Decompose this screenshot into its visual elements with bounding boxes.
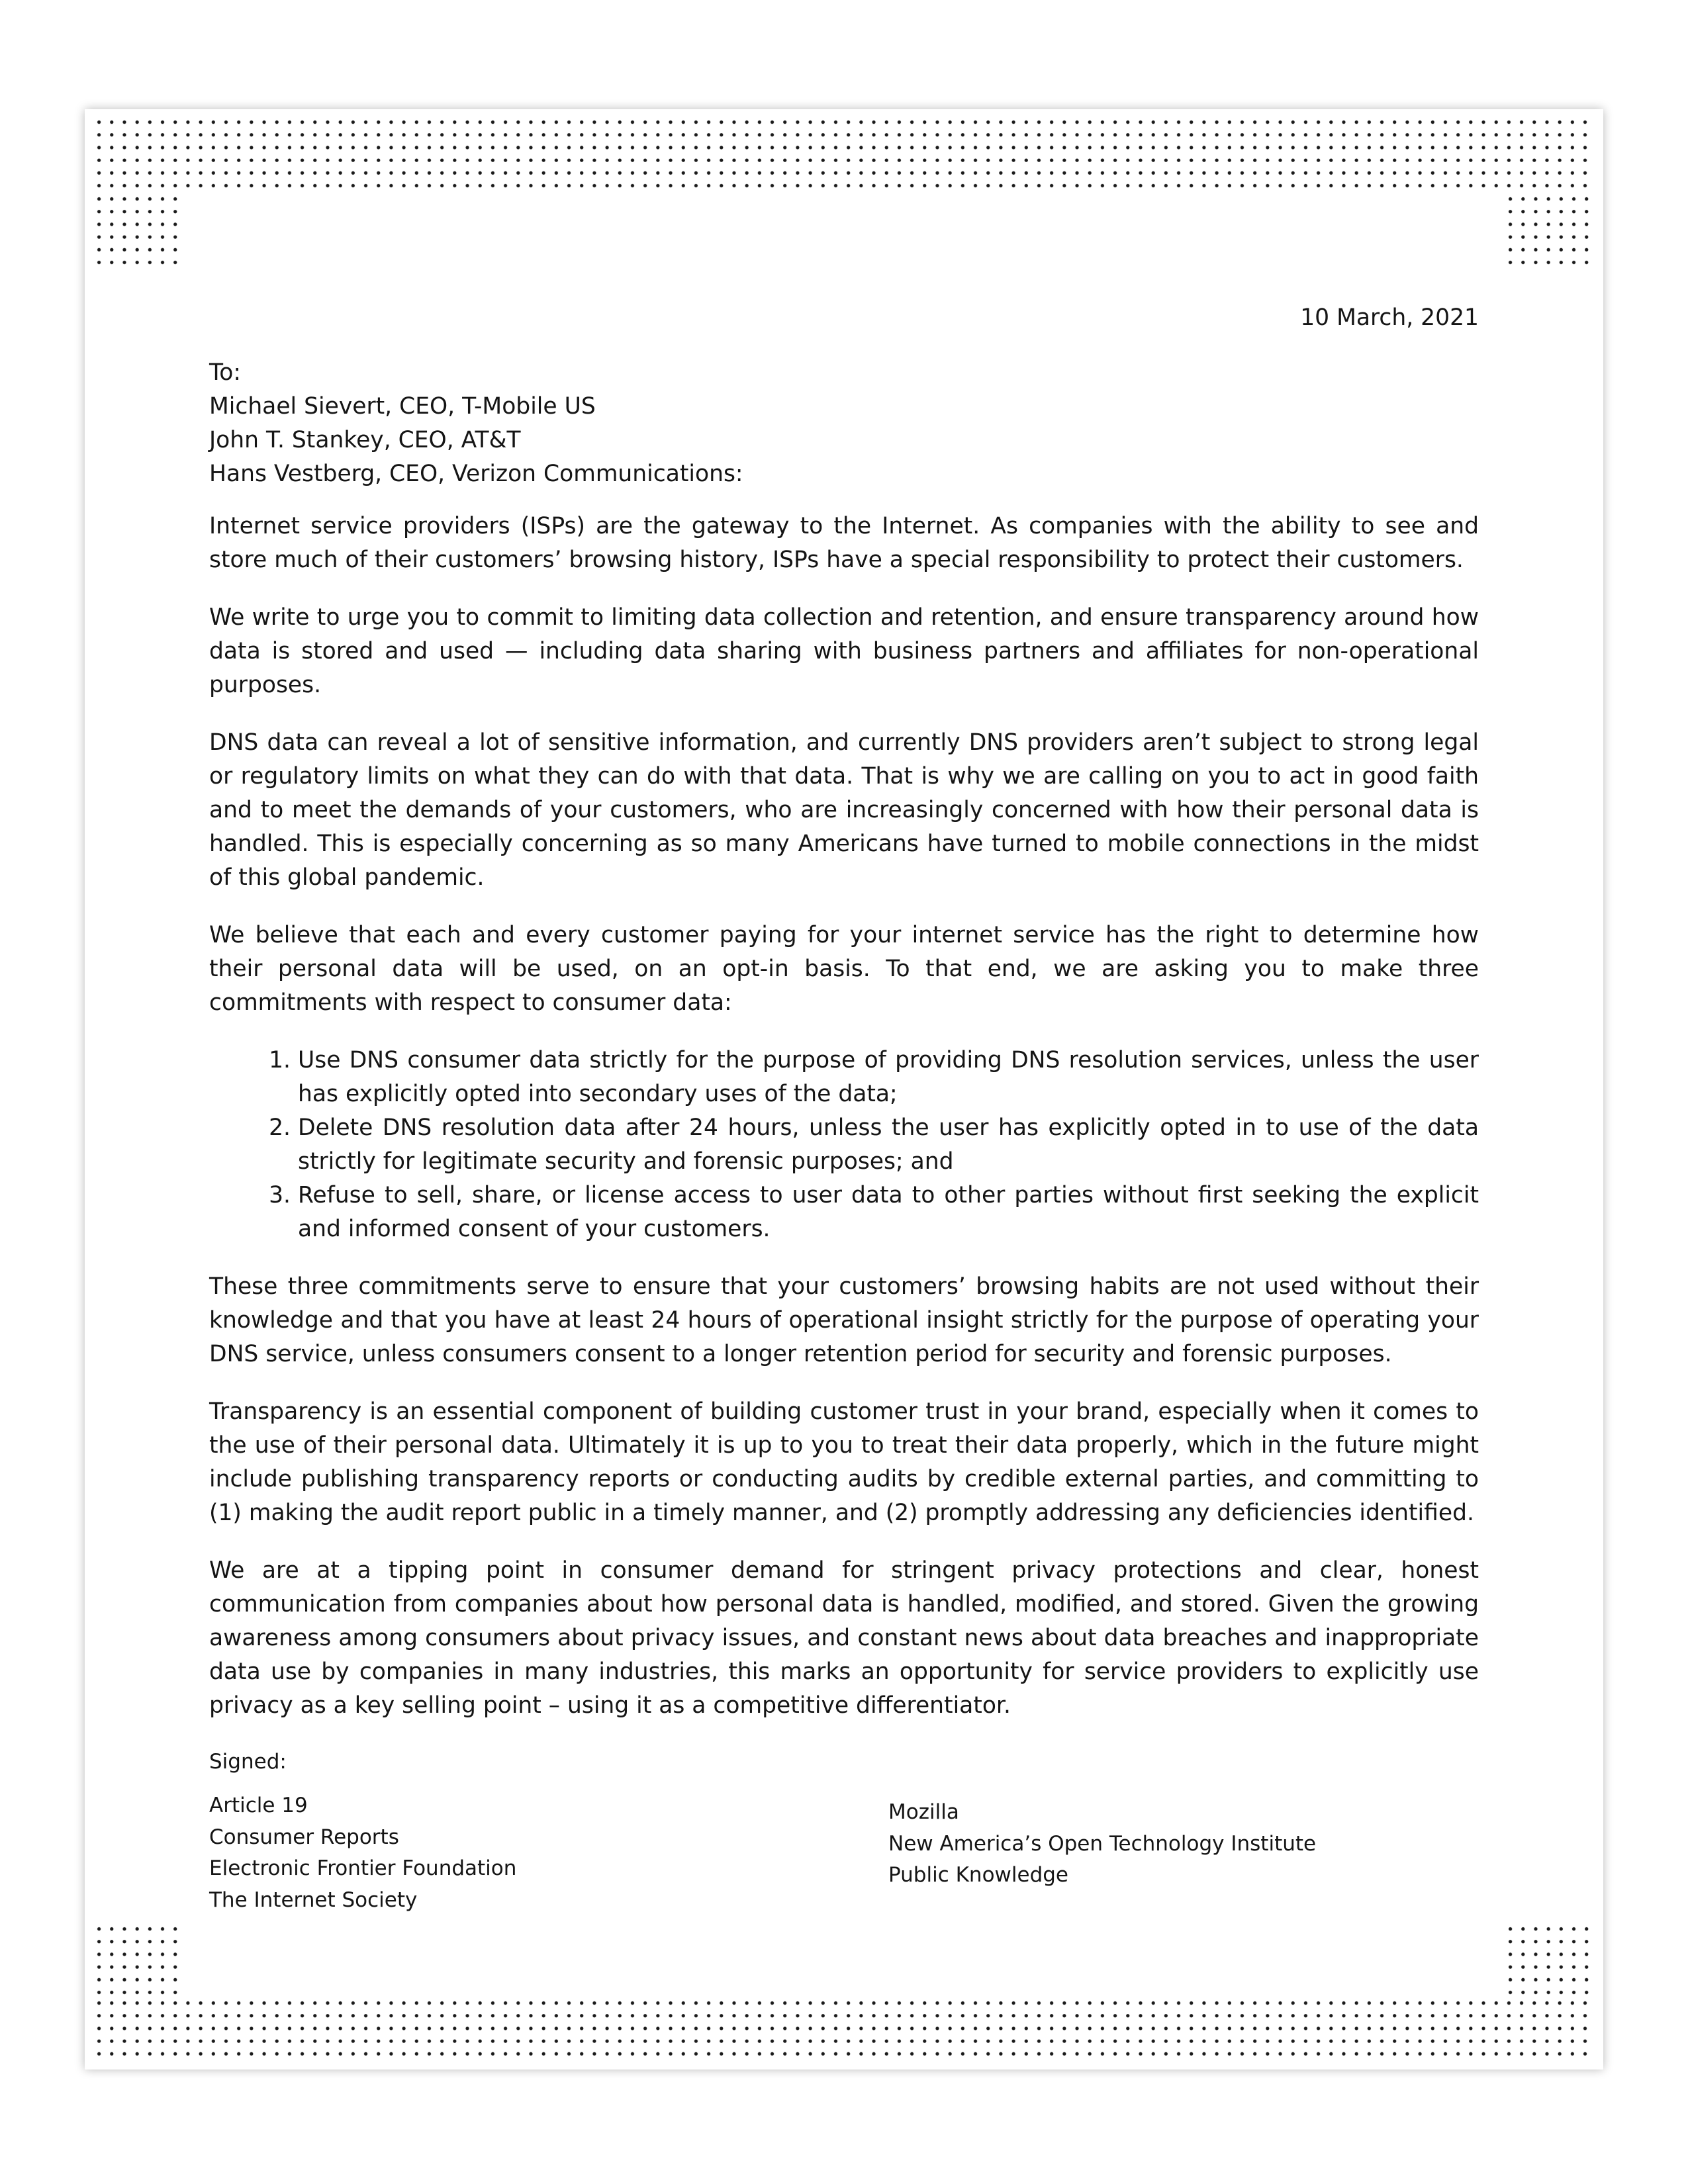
signed-label: Signed: <box>209 1750 287 1774</box>
recipient-line: To: <box>209 359 241 386</box>
recipient-block <box>209 356 1479 491</box>
signatory: The Internet Society <box>209 1888 418 1912</box>
signatory: Mozilla <box>888 1800 959 1824</box>
paragraph: We are at a tipping point in consumer demand for stringent privacy protections and clear, honest communication from companies about how personal data is handled, modified, and stored. Given the growing awareness among consumers about privacy issues, and constant news about data breaches and inappropriate data use by companies in many industries, this marks an opportunity for service providers to explicitly use privacy as a key selling point – using it as a competitive differentiator. <box>209 1557 1479 1719</box>
recipient-line: Michael Sievert, CEO, T-Mobile US <box>209 393 596 420</box>
signatories-right-column <box>888 1797 1316 1891</box>
dot-pattern-top-left <box>93 193 183 269</box>
recipient-line: John T. Stankey, CEO, AT&T <box>209 427 521 453</box>
signatory: New America’s Open Technology Institute <box>888 1831 1317 1856</box>
paragraph: We believe that each and every customer paying for your internet service has the right to determine how their personal data will be used, on an opt-in basis. To that end, we are asking you to make three commitments with respect to consumer data: <box>209 922 1479 1016</box>
signatories-left-column <box>209 1790 516 1916</box>
paragraph: These three commitments serve to ensure that your customers’ browsing habits are not used without their knowledge and that you have at least 24 hours of operational insight strictly for the purpose of operating your DNS service, unless consumers consent to a longer retention period for security and forensic purposes. <box>209 1273 1479 1367</box>
signatory: Public Knowledge <box>888 1863 1069 1887</box>
signatory: Consumer Reports <box>209 1825 399 1849</box>
signatories <box>209 1790 1479 1923</box>
letter-date: 10 March, 2021 <box>1300 304 1479 331</box>
letter-page <box>85 109 1603 2070</box>
dot-pattern-bottom-band <box>93 1997 1595 2064</box>
recipient-line: Hans Vestberg, CEO, Verizon Communications: <box>209 461 743 487</box>
commitment-item: 2. Delete DNS resolution data after 24 hours, unless the user has explicitly opted in to use of the data strictly for legitimate security and forensic purposes; and <box>298 1111 1479 1179</box>
commitment-item: 1. Use DNS consumer data strictly for the purpose of providing DNS resolution services, unless the user has explicitly opted into secondary uses of the data; <box>298 1044 1479 1111</box>
commitment-item: 3. Refuse to sell, share, or license access to user data to other parties without first seeking the explicit and informed consent of your customers. <box>298 1179 1479 1246</box>
signatory: Electronic Frontier Foundation <box>209 1856 517 1880</box>
paragraph: Transparency is an essential component of building customer trust in your brand, especially when it comes to the use of their personal data. Ultimately it is up to you to treat their data properly, which in the future might include publishing transparency reports or conducting audits by credible external parties, and committing to (1) making the audit report public in a timely manner, and (2) promptly addressing any deficiencies identified. <box>209 1398 1479 1526</box>
paragraph: Internet service providers (ISPs) are the gateway to the Internet. As companies with the ability to see and store much of their customers’ browsing history, ISPs have a special responsibility to protect their customers. <box>209 513 1479 573</box>
commitments-list <box>209 1044 1479 1246</box>
dot-pattern-bottom-left <box>93 1923 183 1997</box>
dot-pattern-top-right <box>1504 193 1595 269</box>
dot-pattern-top-band <box>93 116 1595 193</box>
paragraph: DNS data can reveal a lot of sensitive information, and currently DNS providers aren’t subject to strong legal or regulatory limits on what they can do with that data. That is why we are calling on you to act in good faith and to meet the demands of your customers, who are increasingly concerned with how their personal data is handled. This is especially concerning as so many Americans have turned to mobile connections in the midst of this global pandemic. <box>209 729 1479 891</box>
letter-body <box>209 301 1479 1923</box>
dot-pattern-bottom-right <box>1504 1923 1595 1997</box>
signatory: Article 19 <box>209 1794 308 1817</box>
paragraph: We write to urge you to commit to limiting data collection and retention, and ensure transparency around how data is stored and used — including data sharing with business partners and affiliates for non-operational purposes. <box>209 604 1479 698</box>
